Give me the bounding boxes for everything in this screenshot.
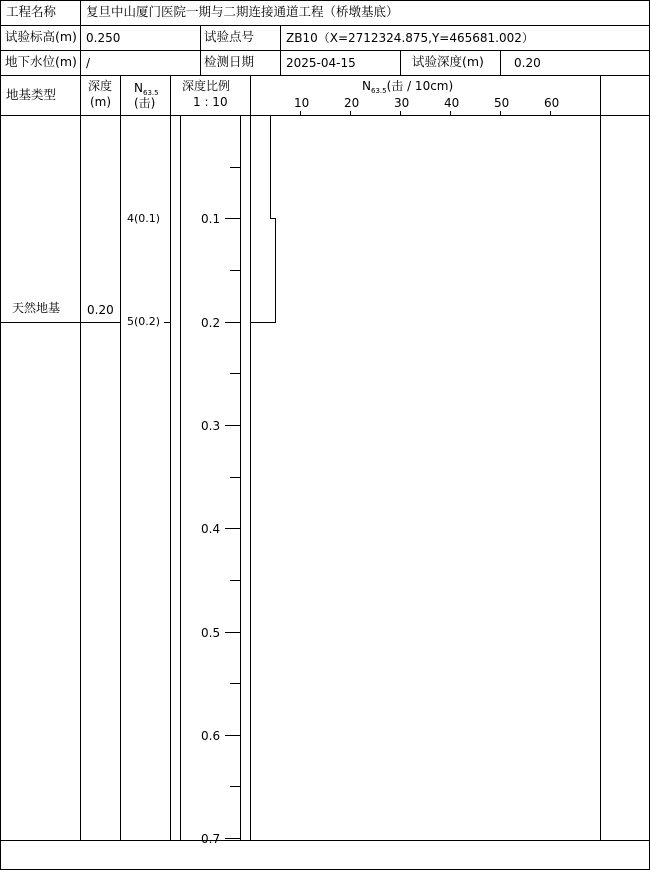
elevation-label: 试验标高(m): [5, 29, 77, 44]
depth-header: 深度: [88, 79, 113, 93]
x-tick-label: 30: [394, 96, 410, 110]
scale-value: 1 : 10: [193, 95, 228, 109]
x-tick-label: 10: [294, 96, 310, 110]
project-value: 复旦中山厦门医院一期与二期连接通道工程（桥墩基底）: [86, 4, 399, 19]
blow-label: 5(0.2): [127, 315, 161, 328]
depth-tick-label: 0.2: [201, 316, 221, 330]
chart-title: $N_{63.5}$(击 / 10cm): [362, 79, 454, 95]
n-unit: (击): [134, 96, 156, 110]
x-tick-label: 40: [444, 96, 460, 110]
water-value: /: [86, 56, 91, 70]
point-value: ZB10（X=2712324.875,Y=465681.002）: [286, 31, 534, 45]
soil-layer-name: 天然地基: [12, 301, 61, 315]
soil-type-header: 地基类型: [6, 87, 57, 102]
water-label: 地下水位(m): [5, 54, 77, 69]
elevation-value: 0.250: [86, 31, 121, 45]
project-label: 工程名称: [6, 4, 57, 19]
n-header: $N_{63.5}$: [134, 81, 159, 97]
depth-tick-label: 0.3: [201, 419, 221, 433]
depth-unit: (m): [90, 95, 112, 109]
scale-header: 深度比例: [182, 79, 231, 93]
depth-tick-label: 0.7: [201, 832, 221, 846]
depth-tick-label: 0.1: [201, 212, 221, 226]
depth-tick-label: 0.5: [201, 626, 221, 640]
x-tick-label: 60: [544, 96, 560, 110]
date-label: 检测日期: [204, 54, 255, 69]
depth-value: 0.20: [514, 56, 541, 70]
n-curve: [251, 116, 276, 323]
x-tick-label: 50: [494, 96, 510, 110]
depth-tick-label: 0.6: [201, 729, 221, 743]
blow-label: 4(0.1): [127, 212, 161, 225]
depth-label: 试验深度(m): [412, 54, 484, 69]
layer-bottom-depth: 0.20: [87, 303, 114, 317]
point-label: 试验点号: [204, 29, 255, 44]
depth-tick-label: 0.4: [201, 522, 221, 536]
x-tick-label: 20: [344, 96, 360, 110]
date-value: 2025-04-15: [286, 56, 356, 70]
